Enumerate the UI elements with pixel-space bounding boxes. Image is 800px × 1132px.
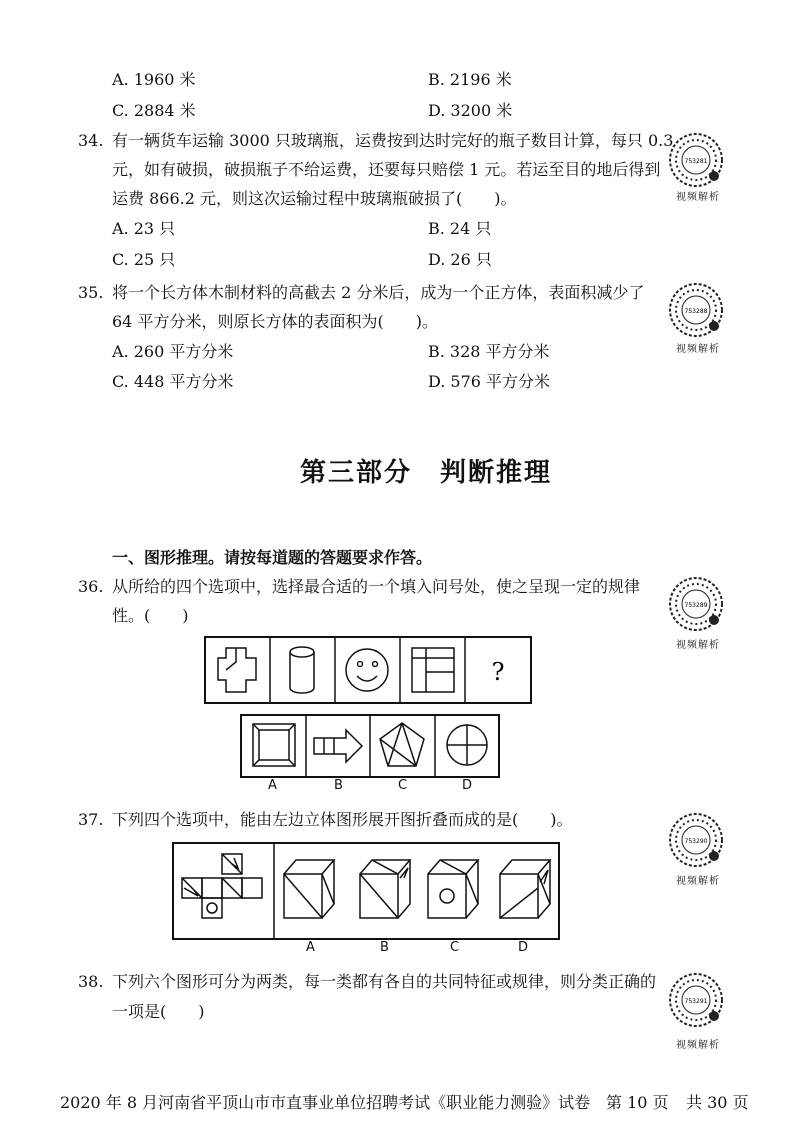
q36-line-2: 性。( ) xyxy=(112,606,189,625)
q37-option-label-d: D xyxy=(518,940,529,955)
q37-number: 37. xyxy=(78,810,104,829)
stem-figure-square-lines xyxy=(412,648,454,692)
option-b-figure xyxy=(314,730,362,762)
q36-stem-figures xyxy=(204,636,532,704)
qr-code-icon xyxy=(668,132,724,188)
qr-code-icon xyxy=(668,972,724,1028)
q38-qr-code[interactable] xyxy=(668,972,724,1028)
qr-code-icon xyxy=(668,282,724,338)
q36-question-mark: ? xyxy=(491,658,505,686)
q35-number: 35. xyxy=(78,283,104,302)
q36-option-label-a: A xyxy=(268,778,277,793)
q35-qr-code[interactable] xyxy=(668,282,724,338)
stem-figure-smiley xyxy=(346,649,388,691)
q36-qr-code-text: 753289 xyxy=(684,602,708,609)
cube-option-c xyxy=(428,860,478,918)
q33-option-c: C. 2884 米 xyxy=(112,101,196,120)
q36-option-label-c: C xyxy=(398,778,408,793)
q38-qr-label: 视频解析 xyxy=(676,1040,720,1051)
q34-qr-code[interactable] xyxy=(668,132,724,188)
cube-net xyxy=(182,854,262,918)
q33-option-a: A. 1960 米 xyxy=(112,70,196,89)
q35-option-d: D. 576 平方分米 xyxy=(428,372,551,391)
stem-figure-cylinder xyxy=(290,647,314,693)
q34-option-b: B. 24 只 xyxy=(428,219,492,238)
section-title: 第三部分 判断推理 xyxy=(300,458,553,488)
q36-option-label-b: B xyxy=(334,778,343,793)
q37-qr-label: 视频解析 xyxy=(676,876,720,887)
q34-line-3: 运费 866.2 元，则这次运输过程中玻璃瓶破损了( )。 xyxy=(112,189,517,208)
q38-line-1: 下列六个图形可分为两类，每一类都有各自的共同特征或规律，则分类正确的 xyxy=(112,972,657,991)
q34-option-d: D. 26 只 xyxy=(428,250,492,269)
q35-option-c: C. 448 平方分米 xyxy=(112,372,234,391)
q36-qr-label: 视频解析 xyxy=(676,640,720,651)
q35-qr-code-text: 753288 xyxy=(684,308,708,315)
q37-qr-code-text: 753290 xyxy=(684,838,708,845)
cube-option-a xyxy=(284,860,334,918)
cube-option-d xyxy=(500,860,550,918)
q34-option-a: A. 23 只 xyxy=(112,219,176,238)
q33-option-b: B. 2196 米 xyxy=(428,70,512,89)
q34-line-1: 有一辆货车运输 3000 只玻璃瓶，运费按到达时完好的瓶子数目计算，每只 0.3 xyxy=(112,131,674,150)
q36-option-figures xyxy=(240,714,500,778)
q36-qr-code[interactable] xyxy=(668,576,724,632)
q35-line-2: 64 平方分米，则原长方体的表面积为( )。 xyxy=(112,312,438,331)
q35-option-b: B. 328 平方分米 xyxy=(428,342,550,361)
footer-page: 第 10 页 xyxy=(606,1093,669,1112)
q34-qr-label: 视频解析 xyxy=(676,192,720,203)
stem-figure-cross xyxy=(218,648,256,692)
q36-line-1: 从所给的四个选项中，选择最合适的一个填入问号处，使之呈现一定的规律 xyxy=(112,577,641,596)
q37-qr-code[interactable] xyxy=(668,812,724,868)
qr-code-icon xyxy=(668,576,724,632)
q38-line-2: 一项是( ) xyxy=(112,1002,205,1021)
option-a-figure xyxy=(253,724,295,766)
q35-qr-label: 视频解析 xyxy=(676,344,720,355)
q38-number: 38. xyxy=(78,972,104,991)
q37-option-label-c: C xyxy=(450,940,460,955)
q36-option-label-d: D xyxy=(462,778,473,793)
q37-line-1: 下列四个选项中，能由左边立体图形展开图折叠而成的是( )。 xyxy=(112,810,573,829)
q38-qr-code-text: 753291 xyxy=(684,998,708,1005)
cube-option-b xyxy=(360,860,410,918)
q34-qr-code-text: 753281 xyxy=(684,158,708,165)
q33-option-d: D. 3200 米 xyxy=(428,101,513,120)
q36-number: 36. xyxy=(78,577,104,596)
q35-option-a: A. 260 平方分米 xyxy=(112,342,234,361)
q34-line-2: 元，如有破损，破损瓶子不给运费，还要每只赔偿 1 元。若运至目的地后得到 xyxy=(112,160,661,179)
q34-number: 34. xyxy=(78,131,104,150)
q37-option-label-b: B xyxy=(380,940,389,955)
q37-option-label-a: A xyxy=(306,940,315,955)
q35-line-1: 将一个长方体木制材料的高截去 2 分米后，成为一个正方体，表面积减少了 xyxy=(112,283,645,302)
option-c-figure xyxy=(380,723,424,766)
q37-figure xyxy=(172,842,560,940)
qr-code-icon xyxy=(668,812,724,868)
q34-option-c: C. 25 只 xyxy=(112,250,176,269)
footer-total: 共 30 页 xyxy=(686,1093,749,1112)
section-subheading: 一、图形推理。请按每道题的答题要求作答。 xyxy=(112,548,433,567)
option-d-figure xyxy=(447,725,487,765)
footer-title: 2020 年 8 月河南省平顶山市市直事业单位招聘考试《职业能力测验》试卷 xyxy=(60,1093,591,1112)
